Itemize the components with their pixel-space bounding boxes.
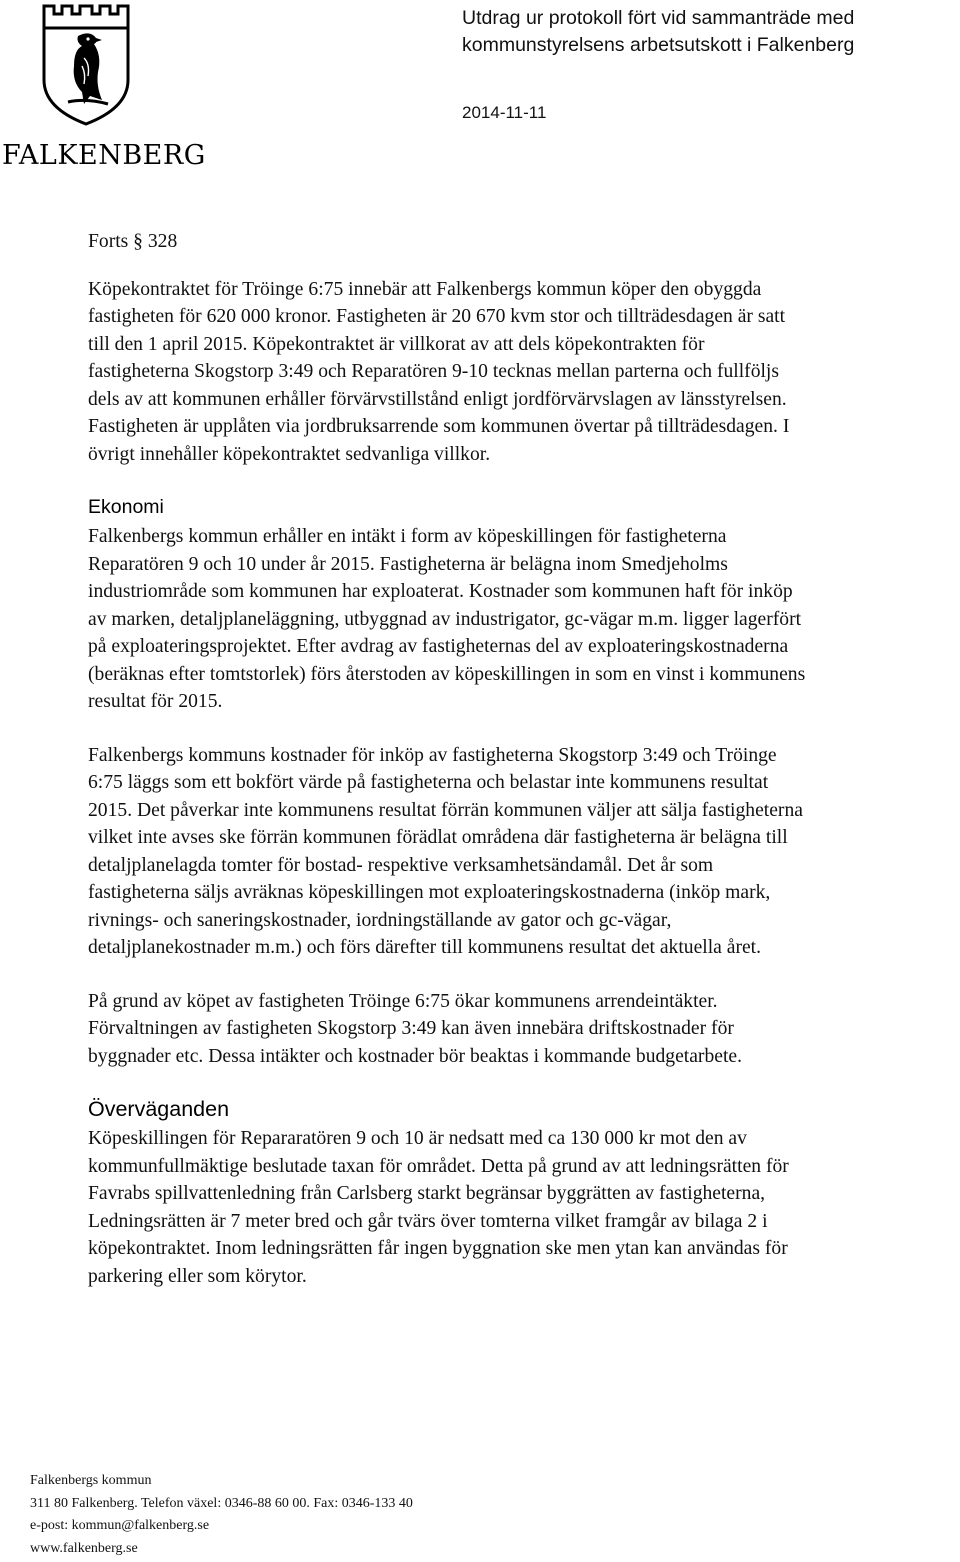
text-line: detaljplanelagda tomter för bostad- respektive verksamhetsändamål. Det år som [88, 854, 714, 876]
paragraph-lease-income [88, 988, 956, 1071]
text-line: kommunfullmäktige beslutade taxan för området. Detta på grund av att ledningsrätten för [88, 1155, 789, 1177]
text-line: detaljplanekostnader m.m.) och förs därefter till kommunens resultat det aktuella året. [88, 937, 762, 958]
footer-website: www.falkenberg.se [30, 1540, 138, 1556]
text-line: övrigt innehåller köpekontraktet sedvanliga villkor. [88, 443, 491, 465]
footer-address: 311 80 Falkenberg. Telefon växel: 0346-88 60 00. Fax: 0346-133 40 [30, 1495, 413, 1511]
text-line: rivnings- och saneringskostnader, iordningställande av gator och gc-vägar, [88, 909, 672, 931]
paragraph-considerations [88, 1125, 956, 1290]
meeting-date: 2014-11-11 [462, 103, 547, 122]
text-line: resultat för 2015. [88, 691, 223, 712]
paragraph-economy [88, 523, 956, 716]
text-line: byggnader etc. Dessa intäkter och kostnader bör beaktas i kommande budgetarbete. [88, 1045, 742, 1067]
heading-ekonomi: Ekonomi [88, 496, 164, 518]
paragraph-purchase-contract [88, 276, 956, 469]
text-line: Fastigheten är upplåten via jordbruksarrende som kommunen övertar på tillträdesdagen. I [88, 416, 790, 437]
footer-email: e-post: kommun@falkenberg.se [30, 1518, 210, 1533]
text-line: Favrabs spillvattenledning från Carlsberg starkt begränsar byggrätten av fastigheterna, [88, 1183, 766, 1204]
text-line: fastigheten för 620 000 kronor. Fastigheten är 20 670 kvm stor och tillträdesdagen är satt [88, 306, 786, 327]
text-line: 2015. Det påverkar inte kommunens resultat förrän kommunen väljer att sälja fastigheterna [88, 799, 803, 821]
text-line: Falkenbergs kommuns kostnader för inköp av fastigheterna Skogstorp 3:49 och Tröinge [88, 744, 777, 766]
text-line: Reparatören 9 och 10 under år 2015. Fastigheterna är belägna inom Smedjeholms [88, 553, 728, 575]
text-line: Köpekontraktet för Tröinge 6:75 innebär att Falkenbergs kommun köper den obyggda [88, 278, 762, 300]
text-line: dels av att kommunen erhåller förvärvstillstånd enligt jordförvärvslagen av länsstyrelsen. [88, 388, 787, 410]
text-line: köpekontraktet. Inom ledningsrätten får ingen byggnation ske men ytan kan användas för [88, 1238, 788, 1259]
text-line: fastigheterna Skogstorp 3:49 och Reparatören 9-10 tecknas mellan parterna och fullföljs [88, 361, 780, 382]
title-line: kommunstyrelsens arbetsutskott i Falkenberg [462, 34, 855, 56]
coat-of-arms-icon [38, 2, 134, 126]
logo-wordmark: FALKENBERG [2, 140, 206, 171]
text-line: Förvaltningen av fastigheten Skogstorp 3:49 kan även innebära driftskostnader för [88, 1018, 734, 1039]
text-line: industriområde som kommunen har exploaterat. Kostnader som kommunen haft för inköp [88, 581, 793, 602]
text-line: till den 1 april 2015. Köpekontraktet är villkorat av att dels köpekontrakten för [88, 333, 705, 355]
text-line: Ledningsrätten är 7 meter bred och går tvärs över tomterna vilket framgår av bilaga 2 i [88, 1210, 768, 1232]
municipality-logo [0, 0, 206, 180]
text-line: 6:75 läggs som ett bokfört värde på fastigheterna och belastar inte kommunens resultat [88, 772, 769, 793]
page-footer [30, 1470, 413, 1560]
text-line: Falkenbergs kommun erhåller en intäkt i form av köpeskillingen för fastigheterna [88, 526, 727, 547]
text-line: fastigheterna säljs avräknas köpeskillingen mot exploateringskostnaderna (inköp mark, [88, 882, 771, 903]
section-reference: Forts § 328 [88, 231, 178, 252]
document-title [462, 5, 952, 59]
footer-org: Falkenbergs kommun [30, 1473, 152, 1488]
document-body [88, 228, 956, 1316]
text-line: på exploateringsprojektet. Efter avdrag av fastigheternas del av exploateringskostnaderna [88, 636, 789, 657]
title-line: Utdrag ur protokoll fört vid sammanträde med [462, 7, 855, 29]
text-line: av marken, detaljplaneläggning, utbyggnad av industrigator, gc-vägar m.m. ligger lagerfört [88, 608, 802, 630]
paragraph-costs [88, 742, 956, 962]
text-line: (beräknas efter tomtstorlek) förs återstoden av köpeskillingen in som en vinst i kommunens [88, 663, 806, 685]
text-line: Köpeskillingen för Repararatören 9 och 10 är nedsatt med ca 130 000 kr mot den av [88, 1128, 747, 1149]
heading-overvaganden: Överväganden [88, 1097, 230, 1121]
text-line: parkering eller som körytor. [88, 1265, 307, 1287]
text-line: På grund av köpet av fastigheten Tröinge 6:75 ökar kommunens arrendeintäkter. [88, 990, 718, 1012]
text-line: vilket inte avses ske förrän kommunen förädlat områdena där fastigheterna är belägna till [88, 827, 788, 848]
